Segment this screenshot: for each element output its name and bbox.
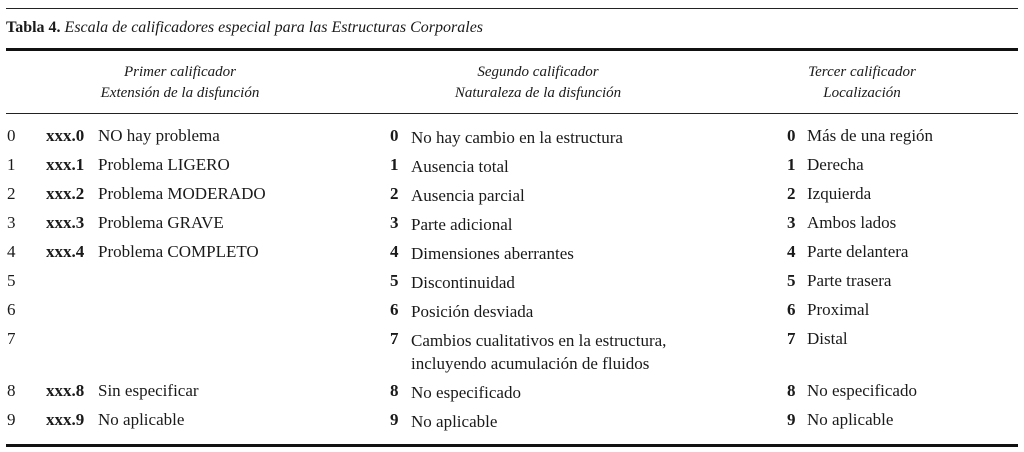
third-qualifier-text: No aplicable xyxy=(807,410,894,429)
third-qualifier-text: Ambos lados xyxy=(807,213,897,232)
first-qualifier-text: Problema LIGERO xyxy=(98,155,230,174)
first-qualifier-code: xxx.2 xyxy=(46,184,85,203)
top-rule xyxy=(6,8,1018,9)
second-qualifier-text: Ausencia parcial xyxy=(411,186,525,205)
table-row xyxy=(0,242,1024,271)
row-number: 5 xyxy=(7,271,16,290)
third-qualifier-text: Más de una región xyxy=(807,126,934,145)
table-row xyxy=(0,381,1024,410)
row-number: 6 xyxy=(7,300,16,319)
third-qualifier-code: 4 xyxy=(787,242,796,261)
first-qualifier-text: Sin especificar xyxy=(98,381,199,400)
table-bottom-rule xyxy=(6,444,1018,447)
first-qualifier-code: xxx.0 xyxy=(46,126,85,145)
second-qualifier-text: Posición desviada xyxy=(411,302,534,321)
table-row xyxy=(0,329,1024,381)
table-row xyxy=(0,271,1024,300)
header-subtitle: Localización xyxy=(823,85,901,101)
second-qualifier-text: No hay cambio en la estructura xyxy=(411,128,623,147)
second-qualifier-code: 4 xyxy=(390,242,399,261)
second-qualifier-text: No aplicable xyxy=(411,412,498,431)
third-qualifier-text: No especificado xyxy=(807,381,917,400)
third-qualifier-code: 6 xyxy=(787,300,796,319)
second-qualifier-code: 5 xyxy=(390,271,399,290)
header-subtitle: Naturaleza de la disfunción xyxy=(454,85,622,101)
second-qualifier-code: 9 xyxy=(390,410,399,429)
first-qualifier-text: Problema COMPLETO xyxy=(98,242,259,261)
row-number: 7 xyxy=(7,329,16,348)
header-bottom-rule xyxy=(6,113,1018,114)
header-title: Tercer calificador xyxy=(808,64,916,80)
third-qualifier-text: Distal xyxy=(807,329,848,348)
row-number: 8 xyxy=(7,381,16,400)
first-qualifier-code: xxx.8 xyxy=(46,381,85,400)
first-qualifier-text: Problema GRAVE xyxy=(98,213,224,232)
table-row xyxy=(0,155,1024,184)
second-qualifier-code: 2 xyxy=(390,184,399,203)
second-qualifier-text: Ausencia total xyxy=(411,157,509,176)
third-qualifier-text: Parte trasera xyxy=(807,271,892,290)
first-qualifier-code: xxx.1 xyxy=(46,155,85,174)
second-qualifier-code: 7 xyxy=(390,329,399,348)
header-title: Segundo calificador xyxy=(477,64,599,80)
row-number: 9 xyxy=(7,410,16,429)
third-qualifier-code: 0 xyxy=(787,126,796,145)
second-qualifier-code: 0 xyxy=(390,126,399,145)
table-row xyxy=(0,213,1024,242)
header-first-qualifier xyxy=(40,62,320,104)
second-qualifier-text: Cambios cualitativos en la estructura, xyxy=(411,331,667,350)
row-number: 3 xyxy=(7,213,16,232)
second-qualifier-code: 8 xyxy=(390,381,399,400)
table-row xyxy=(0,126,1024,155)
third-qualifier-text: Proximal xyxy=(807,300,870,319)
second-qualifier-code: 6 xyxy=(390,300,399,319)
second-qualifier-text: No especificado xyxy=(411,383,521,402)
second-qualifier-text: Discontinuidad xyxy=(411,273,515,292)
first-qualifier-text: Problema MODERADO xyxy=(98,184,266,203)
third-qualifier-code: 9 xyxy=(787,410,796,429)
first-qualifier-code: xxx.4 xyxy=(46,242,85,261)
caption-text: Escala de calificadores especial para las Estructuras Corporales xyxy=(64,19,484,36)
row-number: 4 xyxy=(7,242,16,261)
third-qualifier-code: 2 xyxy=(787,184,796,203)
third-qualifier-code: 8 xyxy=(787,381,796,400)
header-title: Primer calificador xyxy=(123,64,237,80)
table-row xyxy=(0,300,1024,329)
first-qualifier-text: NO hay problema xyxy=(98,126,220,145)
second-qualifier-text: Parte adicional xyxy=(411,215,513,234)
table-caption xyxy=(6,19,483,37)
third-qualifier-text: Izquierda xyxy=(807,184,872,203)
row-number: 1 xyxy=(7,155,16,174)
header-third-qualifier xyxy=(722,62,1002,104)
header-subtitle: Extensión de la disfunción xyxy=(100,85,260,101)
third-qualifier-code: 5 xyxy=(787,271,796,290)
row-number: 0 xyxy=(7,126,16,145)
first-qualifier-code: xxx.9 xyxy=(46,410,85,429)
first-qualifier-text: No aplicable xyxy=(98,410,185,429)
first-qualifier-code: xxx.3 xyxy=(46,213,85,232)
header-top-rule xyxy=(6,48,1018,51)
row-number: 2 xyxy=(7,184,16,203)
third-qualifier-code: 3 xyxy=(787,213,796,232)
header-second-qualifier xyxy=(398,62,678,104)
second-qualifier-text: Dimensiones aberrantes xyxy=(411,244,574,263)
table-row xyxy=(0,184,1024,213)
third-qualifier-code: 1 xyxy=(787,155,796,174)
table-row xyxy=(0,410,1024,439)
second-qualifier-text-continued: incluyendo acumulación de fluidos xyxy=(411,354,650,373)
third-qualifier-text: Derecha xyxy=(807,155,864,174)
third-qualifier-text: Parte delantera xyxy=(807,242,909,261)
caption-label: Tabla 4. xyxy=(6,19,61,36)
second-qualifier-code: 1 xyxy=(390,155,399,174)
second-qualifier-code: 3 xyxy=(390,213,399,232)
third-qualifier-code: 7 xyxy=(787,329,796,348)
